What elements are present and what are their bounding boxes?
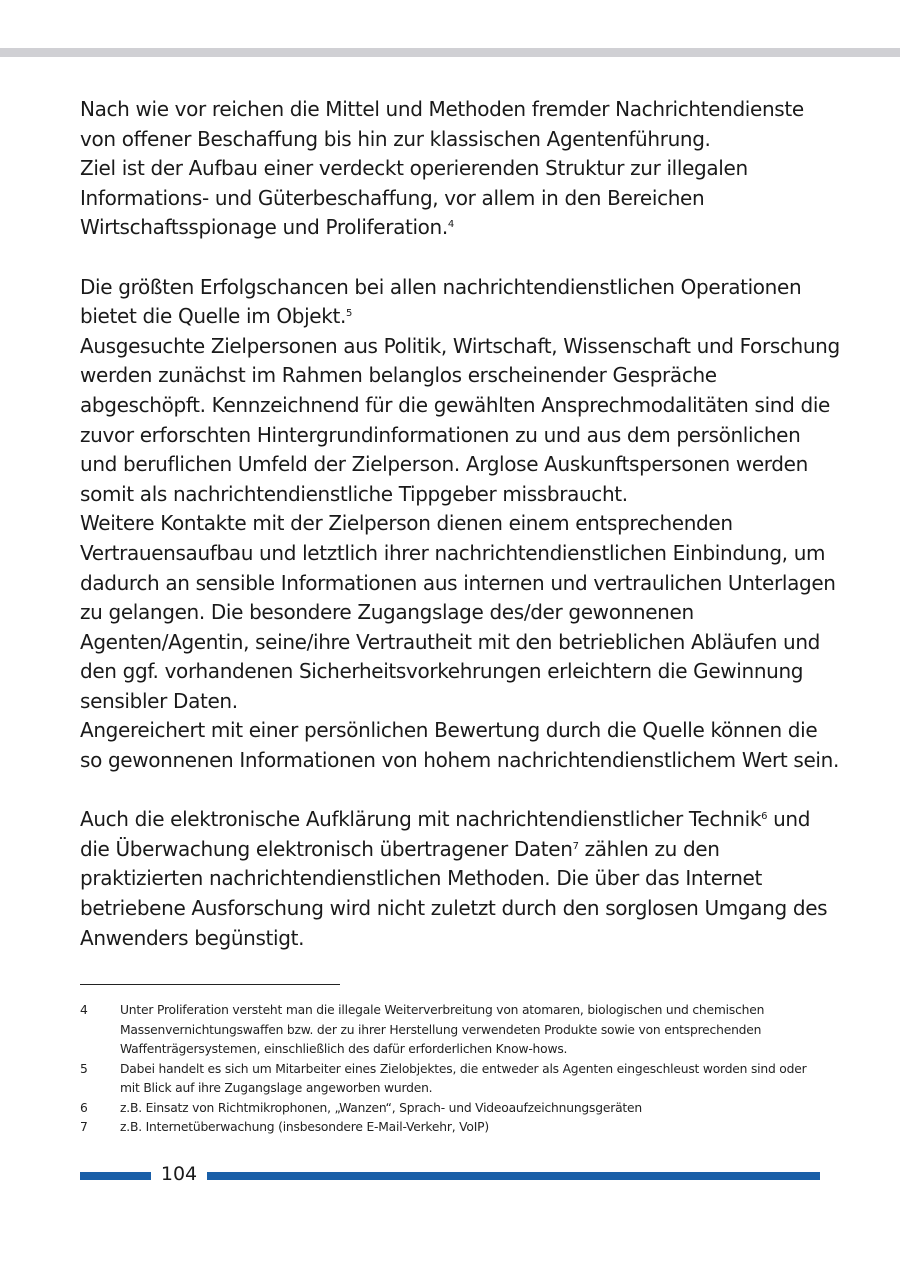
page-number: 104 [160,1163,198,1185]
footnote-ref-7[interactable]: 7 [572,840,579,852]
paragraph-3: Die größten Erfolgschancen bei allen nachrichtendienstlichen Operationen bietet die Quelle im Objekt.$^5$ [80,274,802,329]
footer-bar-right [207,1172,820,1180]
paragraph-2: Ziel ist der Aufbau einer verdeckt operierenden Struktur zur illegalen Informations- und Güterbeschaffung, vor allem in den Bereichen Wirtschaftsspionage und Proliferation.$^4$ [80,156,748,240]
paragraph-1: Nach wie vor reichen die Mittel und Methoden fremder Nachrichtendienste von offener Beschaffung bis hin zur klassischen Agentenführung. [80,97,804,151]
top-gray-rule [0,48,900,57]
footnote-7 [80,1118,820,1138]
paragraph-7: Auch die elektronische Aufklärung mit nachrichtendienstlicher Technik$^6$ und die Überwachung elektronisch übertragener Daten$^7$ zählen zu den praktizierten nachrichtendienstlichen Methoden. Die über das Internet betriebene Ausforschung wird nicht zuletzt durch den sorglosen Umgang des Anwenders begünstigt. [80,807,828,950]
paragraph-5: Weitere Kontakte mit der Zielperson dienen einem entsprechenden Vertrauensaufbau und letztlich ihrer nachrichtendienstlichen Einbindung, um dadurch an sensible Informationen aus internen und vertraulichen Unterlagen zu gelangen. Die besondere Zugangslage des/der gewonnenen Agenten/Agentin, seine/ihre Vertrautheit mit den betrieblichen Abläufen und den ggf. vorhandenen Sicherheitsvorkehrungen erleichtern die Gewinnung sensibler Daten. [80,511,836,713]
footnote-text: z.B. Einsatz von Richtmikrophonen, „Wanzen“, Sprach- und Videoaufzeichnungsgeräten [120,1100,642,1115]
footnote-number: 6 [80,1100,88,1115]
footnotes [80,1001,820,1138]
footnote-number: 7 [80,1120,88,1134]
footnote-6 [80,1099,820,1119]
footnote-text: z.B. Internetüberwachung (insbesondere E-Mail-Verkehr, VoIP) [120,1120,489,1134]
footnote-ref-5[interactable]: 5 [346,308,353,320]
footnote-number: 5 [80,1061,88,1076]
footnote-5 [80,1060,820,1099]
paragraph-4: Ausgesuchte Zielpersonen aus Politik, Wirtschaft, Wissenschaft und Forschung werden zunächst im Rahmen belanglos erscheinender Gespräche abgeschöpft. Kennzeichnend für die gewählten Ansprechmodalitäten sind die zuvor erforschten Hintergrundinformationen zu und aus dem persönlichen und beruflichen Umfeld der Zielperson. Arglose Auskunftspersonen werden somit als nachrichtendienstliche Tippgeber missbraucht. [80,333,840,506]
footnote-separator [80,984,340,985]
footnote-text: Unter Proliferation versteht man die illegale Weiterverbreitung von atomaren, biologischen und chemischen Massenvernichtungswaffen bzw. der zu ihrer Herstellung verwendeten Produkte sowie von entsprechenden Waffenträgersystemen, einschließlich des dafür erforderlichen Know-hows. [120,1003,765,1056]
main-text [80,95,840,953]
footnote-number: 4 [80,1003,88,1017]
footnote-ref-4[interactable]: 4 [447,219,454,231]
footnote-4 [80,1001,820,1060]
footer-bar-left [80,1172,151,1180]
footnote-text: Dabei handelt es sich um Mitarbeiter eines Zielobjektes, die entweder als Agenten eingeschleust worden sind oder mit Blick auf ihre Zugangslage angeworben wurden. [120,1061,807,1095]
paragraph-6: Angereichert mit einer persönlichen Bewertung durch die Quelle können die so gewonnenen Informationen von hohem nachrichtendienstlichem Wert sein. [80,718,839,773]
footnote-ref-6[interactable]: 6 [761,811,768,823]
